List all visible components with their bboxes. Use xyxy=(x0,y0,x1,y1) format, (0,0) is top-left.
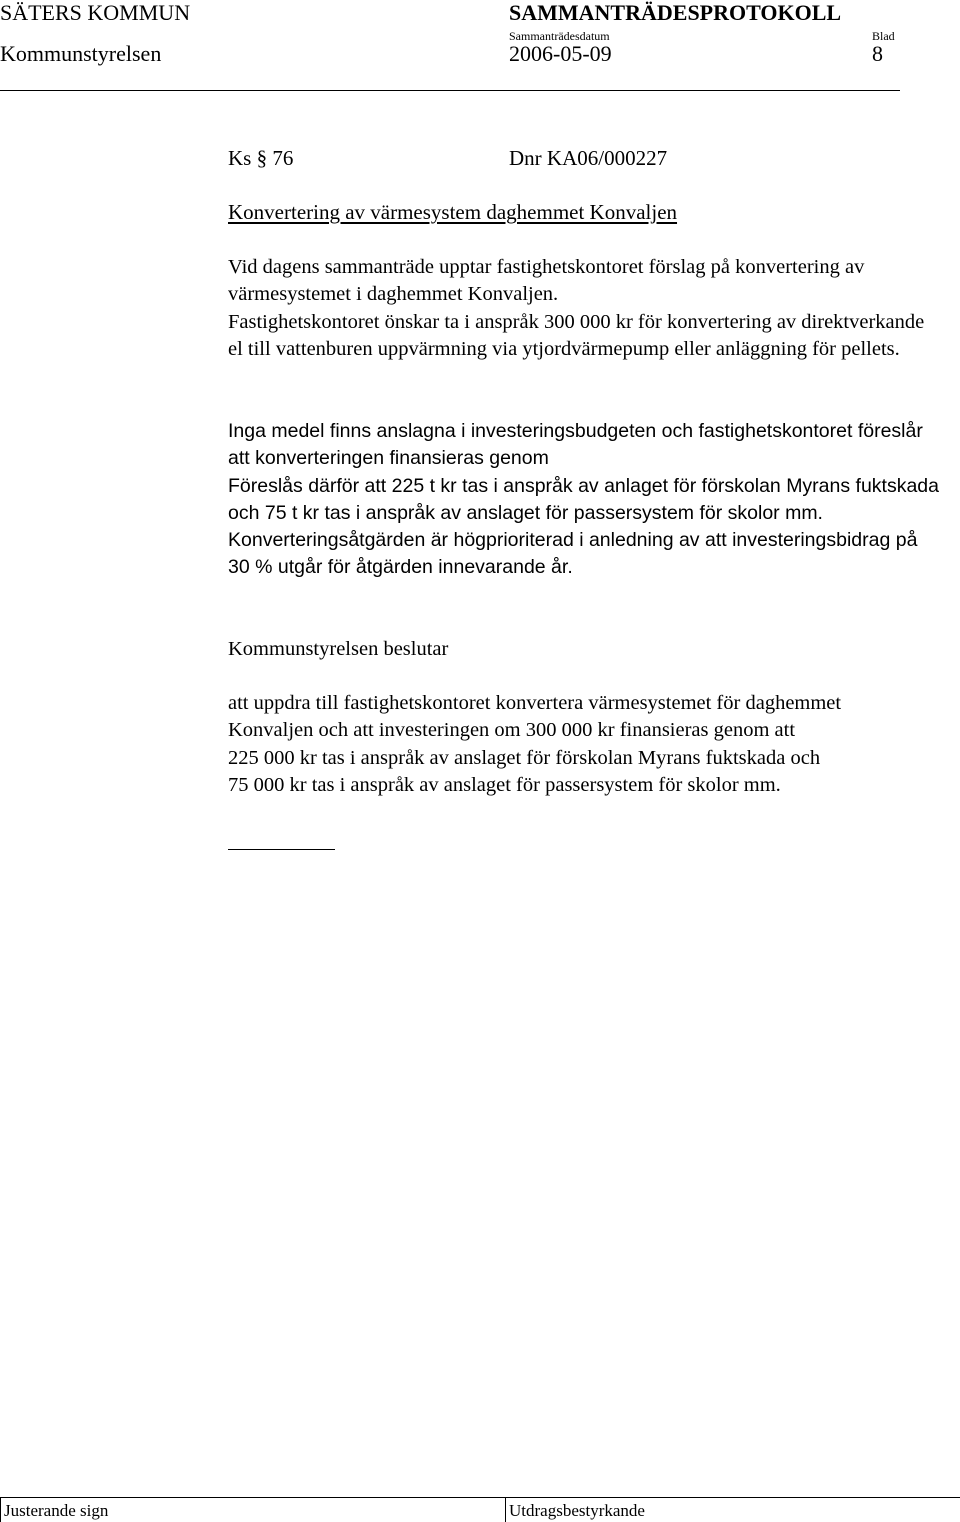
case-title: Konvertering av värmesystem daghemmet Konvaljen xyxy=(228,200,678,224)
utdragsbestyrkande-label: Utdragsbestyrkande xyxy=(509,1501,645,1520)
paragraph-1b-text: Fastighetskontoret önskar ta i anspråk 300 000 kr för konvertering av direktverkande el till vattenburen uppvärmning via ytjordvärmepump eller anläggning för pellets. xyxy=(228,310,925,360)
paragraph-2c-text: Konverteringsåtgärden är högprioriterad i anledning av att investeringsbidrag på 30 % utgår för åtgärden innevarande år. xyxy=(228,529,918,579)
decision-line-4: 75 000 kr tas i anspråk av anslaget för passersystem för skolor mm. xyxy=(228,773,781,796)
date-label: Sammanträdesdatum xyxy=(509,29,610,43)
body-name: Kommunstyrelsen xyxy=(0,41,162,66)
paragraph-1 xyxy=(228,254,943,363)
header-divider xyxy=(0,90,900,91)
municipality-name: SÄTERS KOMMUN xyxy=(0,0,191,25)
paragraph-1-text: Vid dagens sammanträde upptar fastighetskontoret förslag på konvertering av värmesystemet i daghemmet Konvaljen. xyxy=(228,256,865,306)
paragraph-2 xyxy=(228,418,943,582)
page-number: 8 xyxy=(872,41,883,66)
footer-cell-border-left xyxy=(0,1497,1,1522)
decision-heading: Kommunstyrelsen beslutar xyxy=(228,638,449,660)
case-number: Ks § 76 xyxy=(228,146,294,170)
footer-divider xyxy=(0,1497,960,1498)
paragraph-2b-text: Föreslås därför att 225 t kr tas i anspråk av anlaget för förskolan Myrans fuktskada och 75 t kr tas i anspråk av anslaget för passersystem för skolor mm. xyxy=(228,474,939,524)
decision-text xyxy=(228,690,943,799)
meeting-date: 2006-05-09 xyxy=(509,41,612,66)
case-dnr: Dnr KA06/000227 xyxy=(509,146,668,170)
footer-cell-border-middle xyxy=(505,1497,506,1522)
paragraph-2-text: Inga medel finns anslagna i investeringsbudgeten och fastighetskontoret föreslår att konverteringen finansieras genom xyxy=(228,420,923,470)
decision-line-1: att uppdra till fastighetskontoret konvertera värmesystemet för daghemmet xyxy=(228,692,842,714)
decision-line-2: Konvaljen och att investeringen om 300 000 kr finansieras genom att xyxy=(228,719,796,742)
page-label: Blad xyxy=(872,29,895,43)
justerande-sign-label: Justerande sign xyxy=(4,1501,109,1520)
decision-line-3: 225 000 kr tas i anspråk av anslaget för förskolan Myrans fuktskada och xyxy=(228,746,821,769)
protocol-title: SAMMANTRÄDESPROTOKOLL xyxy=(509,0,842,25)
end-of-section-rule xyxy=(228,849,335,850)
